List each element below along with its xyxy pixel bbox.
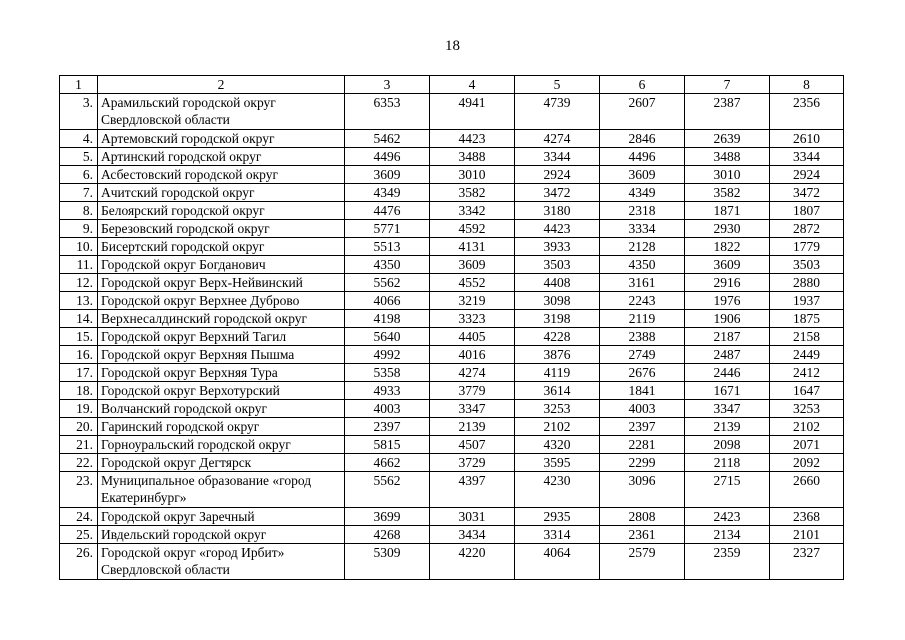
value-cell: 3344 [770,148,844,166]
value-cell: 1937 [770,292,844,310]
value-cell: 3876 [515,346,600,364]
header-cell: 8 [770,76,844,94]
value-cell: 3253 [515,400,600,418]
value-cell: 2359 [685,544,770,580]
value-cell: 2158 [770,328,844,346]
municipality-name-cell: Бисертский городской округ [98,238,345,256]
value-cell: 4739 [515,94,600,130]
value-cell: 3161 [600,274,685,292]
value-cell: 4066 [345,292,430,310]
value-cell: 2676 [600,364,685,382]
value-cell: 3595 [515,454,600,472]
row-number-cell: 14. [60,310,98,328]
value-cell: 2935 [515,508,600,526]
value-cell: 3347 [685,400,770,418]
value-cell: 1822 [685,238,770,256]
value-cell: 2397 [345,418,430,436]
municipality-name-cell: Ивдельский городской округ [98,526,345,544]
value-cell: 2387 [685,94,770,130]
value-cell: 4941 [430,94,515,130]
value-cell: 3096 [600,472,685,508]
value-cell: 2187 [685,328,770,346]
row-number-cell: 7. [60,184,98,202]
value-cell: 3609 [345,166,430,184]
table-header-row [60,76,844,94]
municipality-name-cell: Артемовский городской округ [98,130,345,148]
municipality-name-cell: Городской округ Верхняя Тура [98,364,345,382]
value-cell: 5358 [345,364,430,382]
table-row [60,220,844,238]
value-cell: 4992 [345,346,430,364]
value-cell: 2368 [770,508,844,526]
row-number-cell: 23. [60,472,98,508]
value-cell: 4507 [430,436,515,454]
value-cell: 1906 [685,310,770,328]
value-cell: 1807 [770,202,844,220]
row-number-cell: 22. [60,454,98,472]
table-row [60,364,844,382]
table-row [60,382,844,400]
value-cell: 4016 [430,346,515,364]
value-cell: 2119 [600,310,685,328]
table-row [60,310,844,328]
value-cell: 3219 [430,292,515,310]
value-cell: 2487 [685,346,770,364]
table-row [60,472,844,508]
value-cell: 4592 [430,220,515,238]
value-cell: 2423 [685,508,770,526]
table-row [60,436,844,454]
value-cell: 2916 [685,274,770,292]
value-cell: 3609 [685,256,770,274]
value-cell: 3933 [515,238,600,256]
table-row [60,184,844,202]
value-cell: 5513 [345,238,430,256]
value-cell: 3488 [685,148,770,166]
municipality-name-cell: Городской округ «город Ирбит» Свердловской области [98,544,345,580]
value-cell: 3503 [515,256,600,274]
value-cell: 2449 [770,346,844,364]
value-cell: 3614 [515,382,600,400]
header-cell: 7 [685,76,770,94]
value-cell: 4198 [345,310,430,328]
row-number-cell: 18. [60,382,98,400]
value-cell: 4064 [515,544,600,580]
value-cell: 4230 [515,472,600,508]
municipality-name-cell: Белоярский городской округ [98,202,345,220]
value-cell: 3253 [770,400,844,418]
data-table [59,75,844,580]
value-cell: 3609 [430,256,515,274]
municipality-name-cell: Гаринский городской округ [98,418,345,436]
municipality-name-cell: Горноуральский городской округ [98,436,345,454]
value-cell: 3488 [430,148,515,166]
row-number-cell: 25. [60,526,98,544]
value-cell: 4003 [600,400,685,418]
row-number-cell: 10. [60,238,98,256]
value-cell: 2846 [600,130,685,148]
value-cell: 1841 [600,382,685,400]
value-cell: 2880 [770,274,844,292]
value-cell: 2356 [770,94,844,130]
value-cell: 4496 [345,148,430,166]
value-cell: 2134 [685,526,770,544]
value-cell: 6353 [345,94,430,130]
value-cell: 4662 [345,454,430,472]
value-cell: 2639 [685,130,770,148]
header-cell: 1 [60,76,98,94]
value-cell: 3031 [430,508,515,526]
value-cell: 2924 [770,166,844,184]
value-cell: 4350 [345,256,430,274]
value-cell: 5771 [345,220,430,238]
value-cell: 2128 [600,238,685,256]
value-cell: 3779 [430,382,515,400]
value-cell: 2930 [685,220,770,238]
table-row [60,508,844,526]
value-cell: 3347 [430,400,515,418]
value-cell: 2243 [600,292,685,310]
table-row [60,400,844,418]
table-row [60,328,844,346]
value-cell: 4268 [345,526,430,544]
value-cell: 5462 [345,130,430,148]
municipality-name-cell: Березовский городской округ [98,220,345,238]
value-cell: 4423 [430,130,515,148]
value-cell: 3472 [770,184,844,202]
value-cell: 3198 [515,310,600,328]
value-cell: 2412 [770,364,844,382]
value-cell: 2607 [600,94,685,130]
municipality-name-cell: Городской округ Заречный [98,508,345,526]
row-number-cell: 17. [60,364,98,382]
value-cell: 1647 [770,382,844,400]
row-number-cell: 9. [60,220,98,238]
row-number-cell: 6. [60,166,98,184]
header-cell: 3 [345,76,430,94]
value-cell: 3180 [515,202,600,220]
value-cell: 4119 [515,364,600,382]
value-cell: 4131 [430,238,515,256]
value-cell: 4423 [515,220,600,238]
value-cell: 2098 [685,436,770,454]
value-cell: 2118 [685,454,770,472]
row-number-cell: 21. [60,436,98,454]
value-cell: 3699 [345,508,430,526]
value-cell: 2281 [600,436,685,454]
value-cell: 2388 [600,328,685,346]
value-cell: 5562 [345,472,430,508]
value-cell: 2808 [600,508,685,526]
municipality-name-cell: Городской округ Верхнее Дуброво [98,292,345,310]
row-number-cell: 19. [60,400,98,418]
row-number-cell: 24. [60,508,98,526]
value-cell: 4408 [515,274,600,292]
value-cell: 2102 [515,418,600,436]
header-cell: 6 [600,76,685,94]
table-row [60,292,844,310]
municipality-name-cell: Асбестовский городской округ [98,166,345,184]
value-cell: 2092 [770,454,844,472]
row-number-cell: 4. [60,130,98,148]
value-cell: 3582 [430,184,515,202]
row-number-cell: 12. [60,274,98,292]
value-cell: 4476 [345,202,430,220]
header-cell: 5 [515,76,600,94]
value-cell: 1976 [685,292,770,310]
table-row [60,346,844,364]
value-cell: 2139 [430,418,515,436]
value-cell: 5309 [345,544,430,580]
value-cell: 1871 [685,202,770,220]
value-cell: 3334 [600,220,685,238]
value-cell: 5562 [345,274,430,292]
municipality-name-cell: Городской округ Верхотурский [98,382,345,400]
municipality-name-cell: Городской округ Верхний Тагил [98,328,345,346]
municipality-name-cell: Ачитский городской округ [98,184,345,202]
value-cell: 1875 [770,310,844,328]
value-cell: 4320 [515,436,600,454]
value-cell: 1671 [685,382,770,400]
table-row [60,544,844,580]
row-number-cell: 26. [60,544,98,580]
value-cell: 4405 [430,328,515,346]
value-cell: 2715 [685,472,770,508]
value-cell: 3010 [685,166,770,184]
value-cell: 4350 [600,256,685,274]
municipality-name-cell: Арамильский городской округ Свердловской области [98,94,345,130]
table-row [60,166,844,184]
value-cell: 3609 [600,166,685,184]
value-cell: 1779 [770,238,844,256]
value-cell: 5640 [345,328,430,346]
table-row [60,526,844,544]
row-number-cell: 8. [60,202,98,220]
value-cell: 5815 [345,436,430,454]
value-cell: 3314 [515,526,600,544]
table-row [60,418,844,436]
value-cell: 3729 [430,454,515,472]
value-cell: 2579 [600,544,685,580]
value-cell: 4274 [515,130,600,148]
value-cell: 4349 [600,184,685,202]
table-row [60,454,844,472]
value-cell: 2299 [600,454,685,472]
value-cell: 2327 [770,544,844,580]
value-cell: 2071 [770,436,844,454]
value-cell: 4933 [345,382,430,400]
value-cell: 3098 [515,292,600,310]
municipality-name-cell: Городской округ Верхняя Пышма [98,346,345,364]
municipality-name-cell: Городской округ Верх-Нейвинский [98,274,345,292]
value-cell: 2361 [600,526,685,544]
municipality-name-cell: Городской округ Богданович [98,256,345,274]
value-cell: 2749 [600,346,685,364]
value-cell: 4496 [600,148,685,166]
row-number-cell: 11. [60,256,98,274]
municipality-name-cell: Муниципальное образование «город Екатеринбург» [98,472,345,508]
value-cell: 3010 [430,166,515,184]
value-cell: 2872 [770,220,844,238]
value-cell: 3342 [430,202,515,220]
municipality-name-cell: Городской округ Дегтярск [98,454,345,472]
header-cell: 2 [98,76,345,94]
municipality-name-cell: Верхнесалдинский городской округ [98,310,345,328]
value-cell: 2102 [770,418,844,436]
value-cell: 4220 [430,544,515,580]
value-cell: 4397 [430,472,515,508]
value-cell: 3323 [430,310,515,328]
row-number-cell: 3. [60,94,98,130]
table-row [60,148,844,166]
row-number-cell: 15. [60,328,98,346]
row-number-cell: 16. [60,346,98,364]
value-cell: 2139 [685,418,770,436]
value-cell: 4003 [345,400,430,418]
table-row [60,274,844,292]
value-cell: 3472 [515,184,600,202]
value-cell: 3503 [770,256,844,274]
value-cell: 3344 [515,148,600,166]
value-cell: 2924 [515,166,600,184]
table-row [60,238,844,256]
value-cell: 2318 [600,202,685,220]
table-row [60,256,844,274]
value-cell: 3582 [685,184,770,202]
value-cell: 2101 [770,526,844,544]
value-cell: 2397 [600,418,685,436]
value-cell: 4349 [345,184,430,202]
table-row [60,130,844,148]
value-cell: 2446 [685,364,770,382]
table-row [60,202,844,220]
value-cell: 3434 [430,526,515,544]
value-cell: 4552 [430,274,515,292]
row-number-cell: 5. [60,148,98,166]
value-cell: 4274 [430,364,515,382]
value-cell: 2660 [770,472,844,508]
table-row [60,94,844,130]
row-number-cell: 13. [60,292,98,310]
municipality-name-cell: Артинский городской округ [98,148,345,166]
municipality-name-cell: Волчанский городской округ [98,400,345,418]
value-cell: 2610 [770,130,844,148]
header-cell: 4 [430,76,515,94]
row-number-cell: 20. [60,418,98,436]
value-cell: 4228 [515,328,600,346]
page-number: 18 [445,38,460,54]
